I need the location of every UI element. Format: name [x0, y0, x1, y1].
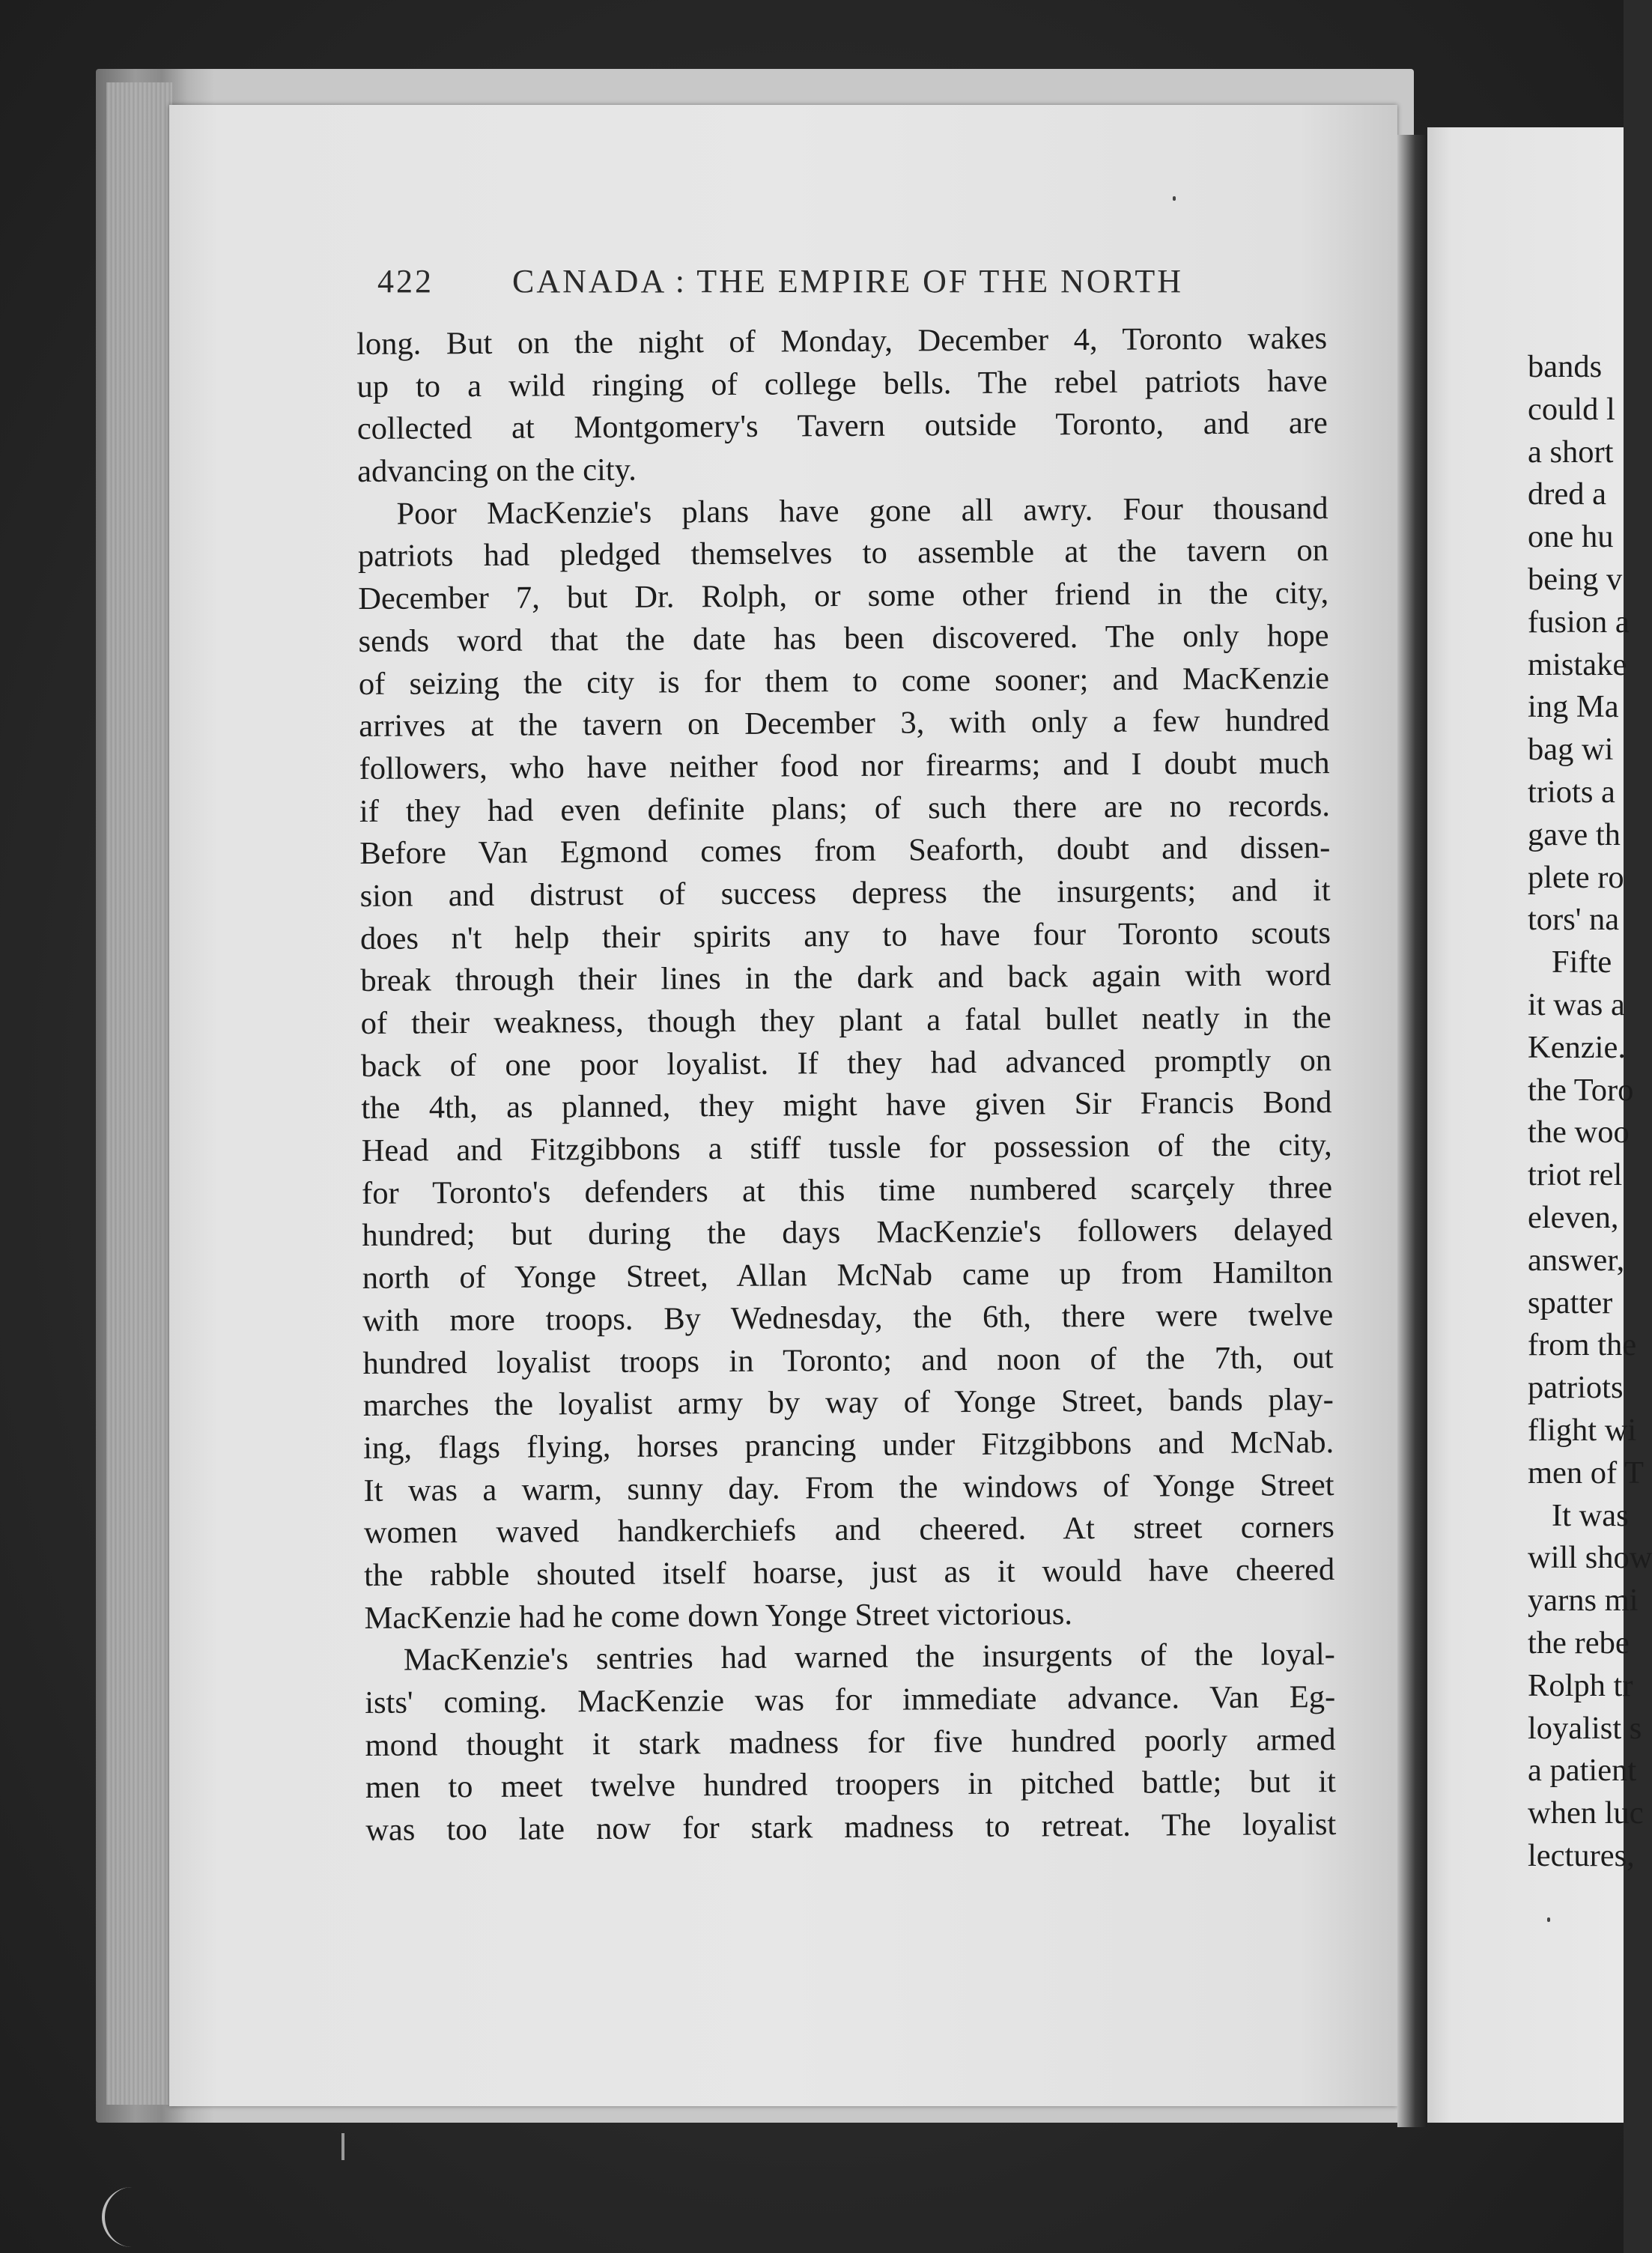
text-line: yarns mi [1528, 1583, 1639, 1619]
text-line: Kenzie. [1528, 1029, 1626, 1065]
text-line: answer, [1528, 1242, 1625, 1278]
text-line: triots a [1528, 774, 1615, 810]
page-edge-stack [106, 82, 172, 2105]
text-line: does n't help their spirits any to have four Toronto scouts [359, 915, 1331, 956]
text-line: plete ro [1528, 859, 1624, 895]
text-line: triot rel [1528, 1157, 1623, 1193]
text-line: spatter [1528, 1285, 1613, 1320]
text-line: could l [1528, 391, 1615, 427]
text-line: of their weakness, though they plant a fatal bullet neatly in the [360, 1000, 1331, 1041]
book-gutter [1397, 135, 1427, 2127]
left-page-body [356, 318, 1336, 1852]
text-line: It was a warm, sunny day. From the windows of Yonge Street [363, 1467, 1334, 1508]
text-line: bag wi [1528, 732, 1614, 768]
text-line: patriots [1528, 1370, 1624, 1406]
text-line: Before Van Egmond comes from Seaforth, doubt and dissen- [359, 830, 1331, 872]
text-line: men of T [1528, 1455, 1645, 1491]
text-line: Head and Fitzgibbons a stiff tussle for possession of the city, [361, 1127, 1332, 1169]
text-line: arrives at the tavern on December 3, with only a few hundred [359, 703, 1330, 745]
text-line: for Toronto's defenders at this time numbered scarçely three [361, 1169, 1333, 1211]
text-line: tors' na [1528, 902, 1620, 938]
text-line: it was a [1528, 986, 1625, 1022]
text-line: MacKenzie had he come down Yonge Street victorious. [364, 1595, 1073, 1636]
text-line: ists' coming. MacKenzie was for immediate advance. Van Eg- [365, 1679, 1336, 1720]
text-line: break through their lines in the dark and back again with word [360, 957, 1331, 999]
text-line: lectures, [1528, 1837, 1635, 1873]
text-line: a short [1528, 434, 1614, 470]
text-line: It was [1552, 1497, 1629, 1533]
text-line: one hu [1528, 519, 1614, 555]
page-number: 422 [377, 263, 434, 300]
text-line: men to meet twelve hundred troopers in pitched battle; but it [365, 1764, 1337, 1806]
text-line: dred a [1528, 476, 1607, 512]
running-head [377, 262, 1186, 315]
text-line: patriots had pledged themselves to assemble at the tavern on [357, 533, 1329, 574]
text-line: eleven, [1528, 1199, 1619, 1235]
right-page-body [1528, 346, 1652, 1878]
text-line: Fifte [1552, 944, 1612, 980]
text-line: north of Yonge Street, Allan McNab came up from Hamilton [362, 1255, 1333, 1297]
text-line: ing, flags flying, horses prancing under Fitzgibbons and McNab. [363, 1424, 1334, 1466]
text-line: the 4th, as planned, they might have given Sir Francis Bond [361, 1085, 1332, 1126]
text-line: marches the loyalist army by way of Yonge Street, bands play- [362, 1382, 1334, 1424]
paper-speck [1173, 196, 1176, 201]
text-line: sion and distrust of success depress the insurgents; and it [359, 873, 1331, 914]
scan-artifact-mark [341, 2133, 344, 2160]
text-line: with more troops. By Wednesday, the 6th, there were twelve [362, 1297, 1334, 1338]
text-line: ing Ma [1528, 689, 1619, 725]
text-line: up to a wild ringing of college bells. The rebel patriots have [356, 363, 1328, 404]
text-line: hundred; but during the days MacKenzie's followers delayed [362, 1212, 1333, 1254]
text-line: from the [1528, 1327, 1637, 1363]
text-line: mond thought it stark madness for five hundred poorly armed [365, 1721, 1336, 1763]
text-line: advancing on the city. [357, 452, 637, 490]
text-line: Rolph tr [1528, 1667, 1633, 1703]
text-line: fusion a [1528, 604, 1630, 640]
text-line: MacKenzie's sentries had warned the insurgents of the loyal- [403, 1637, 1336, 1678]
text-line: bands [1528, 349, 1603, 384]
text-line: the woo [1528, 1115, 1630, 1150]
text-line: flight wi [1528, 1412, 1637, 1448]
text-line: the rebe [1528, 1625, 1630, 1661]
text-line: a patient [1528, 1753, 1637, 1789]
text-line: was too late now for stark madness to retreat. The loyalist [365, 1807, 1337, 1849]
text-line: gave th [1528, 816, 1621, 852]
text-line: if they had even definite plans; of such there are no records. [359, 787, 1331, 829]
text-line: loyalist s [1528, 1710, 1642, 1746]
text-line: when luc [1528, 1795, 1644, 1831]
text-line: December 7, but Dr. Rolph, or some other friend in the city, [358, 575, 1329, 617]
text-line: long. But on the night of Monday, December 4, Toronto wakes [356, 321, 1328, 362]
text-line: the Toro [1528, 1072, 1634, 1108]
text-line: will show [1528, 1540, 1652, 1576]
text-line: hundred loyalist troops in Toronto; and noon of the 7th, out [362, 1339, 1334, 1381]
text-line: of seizing the city is for them to come sooner; and MacKenzie [358, 660, 1330, 702]
text-line: the rabble shouted itself hoarse, just as it would have cheered [364, 1551, 1335, 1593]
text-line: sends word that the date has been discovered. The only hope [358, 617, 1329, 659]
text-line: followers, who have neither food nor firearms; and I doubt much [359, 745, 1330, 786]
text-line: Poor MacKenzie's plans have gone all awry. Four thousand [396, 490, 1328, 532]
text-line: women waved handkerchiefs and cheered. At street corners [363, 1509, 1334, 1551]
text-line: being v [1528, 561, 1623, 597]
text-line: back of one poor loyalist. If they had advanced promptly on [360, 1042, 1332, 1084]
text-line: collected at Montgomery's Tavern outside Toronto, and are [356, 405, 1328, 447]
text-line: mistake [1528, 646, 1627, 682]
paper-speck [1547, 1917, 1550, 1922]
running-title: CANADA : THE EMPIRE OF THE NORTH [512, 263, 1183, 300]
